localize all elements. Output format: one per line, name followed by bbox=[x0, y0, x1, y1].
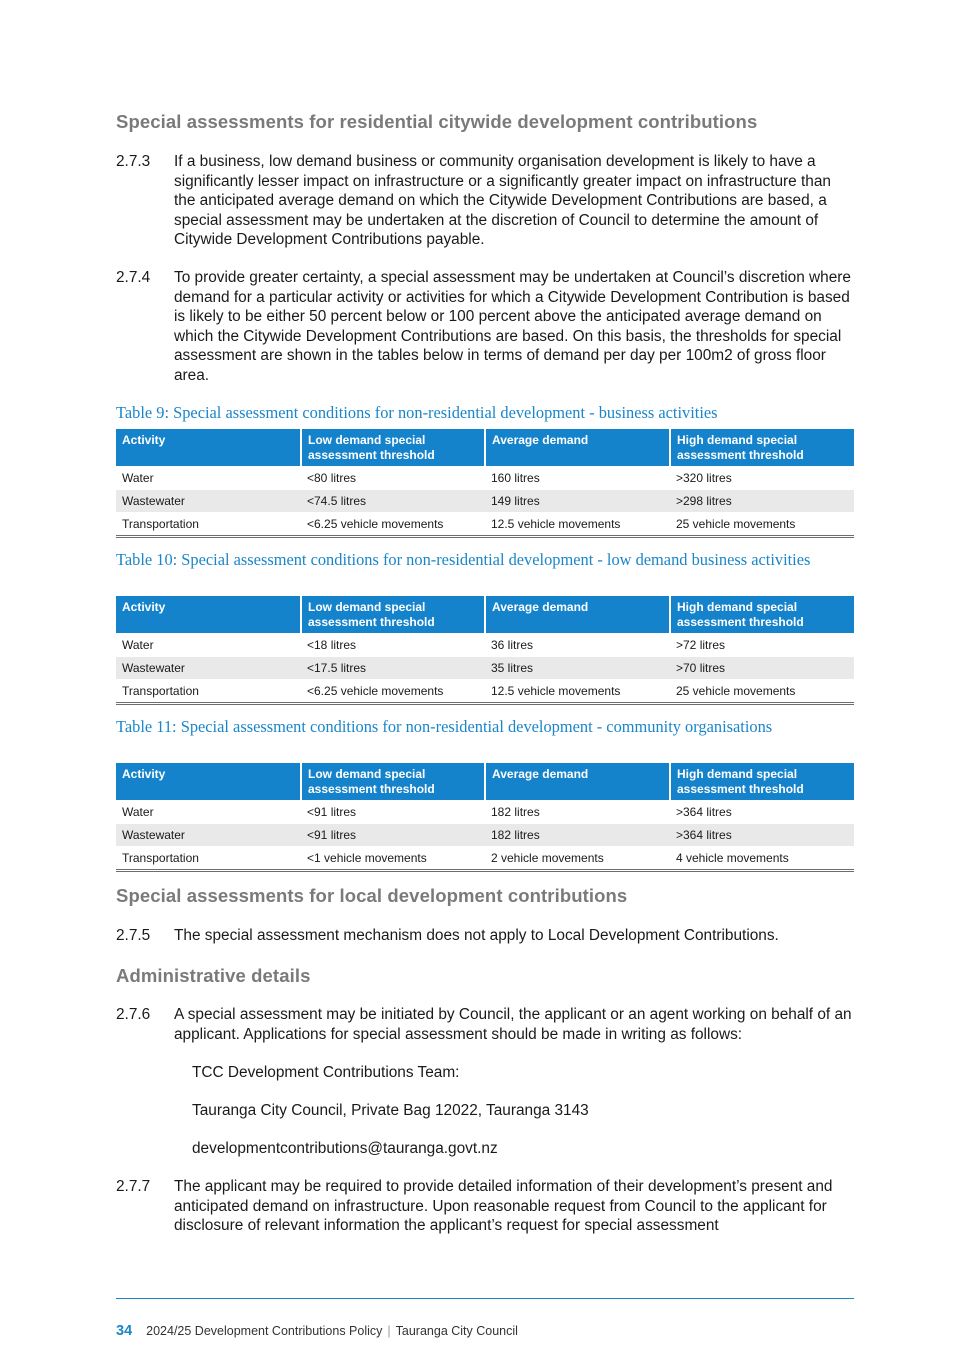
paragraph-number: 2.7.6 bbox=[116, 1006, 151, 1023]
table-11 bbox=[116, 763, 854, 872]
cell-activity: Transportation bbox=[116, 847, 301, 871]
cell-high: 25 vehicle movements bbox=[670, 513, 854, 537]
header-high-line-2: assessment threshold bbox=[677, 782, 804, 796]
table-row bbox=[116, 801, 854, 824]
footer-divider bbox=[116, 1298, 854, 1299]
header-activity: Activity bbox=[116, 596, 301, 634]
paragraph-number: 2.7.7 bbox=[116, 1178, 151, 1195]
paragraph-text: To provide greater certainty, a special assessment may be undertaken at Council’s discretion where demand for a particular activity or activities for which a Citywide Development Contribution is based is likely to be either 50 percent below or 100 percent above the anticipated average demand on which the Citywide Development Contributions are based. On this basis, the thresholds for special assessment are shown in the tables below in terms of demand per day per 100m2 of gross floor area. bbox=[174, 269, 851, 384]
table-row bbox=[116, 467, 854, 490]
contact-email[interactable]: developmentcontributions@tauranga.govt.nz bbox=[192, 1140, 498, 1157]
cell-average: 12.5 vehicle movements bbox=[485, 680, 670, 704]
header-low-demand bbox=[301, 596, 485, 634]
cell-low: <1 vehicle movements bbox=[301, 847, 485, 871]
table-row bbox=[116, 490, 854, 513]
table-row bbox=[116, 657, 854, 680]
paragraph-2-7-6 bbox=[116, 1005, 856, 1044]
header-activity: Activity bbox=[116, 763, 301, 801]
table-row bbox=[116, 847, 854, 871]
paragraph-2-7-7 bbox=[116, 1177, 856, 1236]
cell-average: 12.5 vehicle movements bbox=[485, 513, 670, 537]
cell-activity: Wastewater bbox=[116, 490, 301, 513]
cell-low: <6.25 vehicle movements bbox=[301, 680, 485, 704]
cell-low: <91 litres bbox=[301, 801, 485, 824]
table-header-row bbox=[116, 596, 854, 634]
section-heading-admin: Administrative details bbox=[116, 965, 311, 986]
header-high-line-1: High demand special bbox=[677, 433, 798, 447]
section-heading-local: Special assessments for local development contributions bbox=[116, 885, 628, 906]
header-low-line-1: Low demand special bbox=[308, 767, 426, 781]
cell-average: 160 litres bbox=[485, 467, 670, 490]
paragraph-2-7-4 bbox=[116, 268, 856, 386]
table-9-caption: Table 9: Special assessment conditions for non-residential development - business activities bbox=[116, 403, 718, 422]
header-low-demand bbox=[301, 429, 485, 467]
table-header-row bbox=[116, 429, 854, 467]
cell-average: 35 litres bbox=[485, 657, 670, 680]
header-average-demand: Average demand bbox=[485, 763, 670, 801]
section-heading-residential: Special assessments for residential citywide development contributions bbox=[116, 111, 758, 132]
header-low-line-2: assessment threshold bbox=[308, 448, 435, 462]
cell-high: >364 litres bbox=[670, 801, 854, 824]
paragraph-number: 2.7.4 bbox=[116, 269, 151, 286]
header-high-line-1: High demand special bbox=[677, 600, 798, 614]
paragraph-text: A special assessment may be initiated by Council, the applicant or an agent working on behalf of an applicant. Applications for special assessment should be made in writing as follows: bbox=[174, 1006, 852, 1043]
table-row bbox=[116, 824, 854, 847]
cell-low: <80 litres bbox=[301, 467, 485, 490]
table-row bbox=[116, 680, 854, 704]
header-average-demand: Average demand bbox=[485, 429, 670, 467]
cell-high: >298 litres bbox=[670, 490, 854, 513]
cell-high: 4 vehicle movements bbox=[670, 847, 854, 871]
paragraph-text: If a business, low demand business or community organisation development is likely to have a significantly lesser impact on infrastructure or a significantly greater impact on infrastructure than the anticipated average demand on which the Citywide Development Contributions are based, a special assessment may be undertaken at the discretion of Council to determine the amount of Citywide Development Contributions payable. bbox=[174, 153, 831, 249]
table-row bbox=[116, 634, 854, 657]
footer-separator: | bbox=[387, 1324, 391, 1338]
table-row bbox=[116, 513, 854, 537]
header-low-demand bbox=[301, 763, 485, 801]
paragraph-2-7-5 bbox=[116, 926, 856, 946]
header-low-line-1: Low demand special bbox=[308, 600, 426, 614]
cell-average: 149 litres bbox=[485, 490, 670, 513]
header-high-demand bbox=[670, 763, 854, 801]
cell-activity: Water bbox=[116, 467, 301, 490]
table-11-caption: Table 11: Special assessment conditions for non-residential development - community organisations bbox=[116, 717, 773, 736]
cell-high: >72 litres bbox=[670, 634, 854, 657]
cell-low: <74.5 litres bbox=[301, 490, 485, 513]
footer-org: Tauranga City Council bbox=[395, 1324, 518, 1338]
header-high-line-1: High demand special bbox=[677, 767, 798, 781]
paragraph-number: 2.7.3 bbox=[116, 153, 151, 170]
contact-address: Tauranga City Council, Private Bag 12022, Tauranga 3143 bbox=[192, 1102, 589, 1119]
cell-high: >320 litres bbox=[670, 467, 854, 490]
header-high-line-2: assessment threshold bbox=[677, 448, 804, 462]
cell-low: <91 litres bbox=[301, 824, 485, 847]
header-average-demand: Average demand bbox=[485, 596, 670, 634]
cell-activity: Water bbox=[116, 634, 301, 657]
table-9 bbox=[116, 429, 854, 538]
paragraph-text: The applicant may be required to provide detailed information of their development’s present and anticipated demand on infrastructure. Upon reasonable request from Council to the applicant for disclosure of relevant information the applicant’s request for special assessment bbox=[174, 1178, 833, 1235]
header-high-line-2: assessment threshold bbox=[677, 615, 804, 629]
cell-low: <18 litres bbox=[301, 634, 485, 657]
header-low-line-2: assessment threshold bbox=[308, 615, 435, 629]
cell-low: <17.5 litres bbox=[301, 657, 485, 680]
cell-average: 182 litres bbox=[485, 824, 670, 847]
contact-team: TCC Development Contributions Team: bbox=[192, 1064, 460, 1081]
page-footer bbox=[116, 1323, 518, 1339]
paragraph-2-7-3 bbox=[116, 152, 856, 250]
header-activity: Activity bbox=[116, 429, 301, 467]
footer-doc-title: 2024/25 Development Contributions Policy bbox=[146, 1324, 383, 1338]
header-low-line-1: Low demand special bbox=[308, 433, 426, 447]
page-number: 34 bbox=[116, 1323, 133, 1339]
table-header-row bbox=[116, 763, 854, 801]
header-high-demand bbox=[670, 596, 854, 634]
cell-activity: Wastewater bbox=[116, 657, 301, 680]
cell-activity: Water bbox=[116, 801, 301, 824]
cell-high: >70 litres bbox=[670, 657, 854, 680]
cell-high: >364 litres bbox=[670, 824, 854, 847]
table-10 bbox=[116, 596, 854, 705]
cell-activity: Transportation bbox=[116, 680, 301, 704]
paragraph-text: The special assessment mechanism does not apply to Local Development Contributions. bbox=[174, 927, 779, 944]
paragraph-number: 2.7.5 bbox=[116, 927, 151, 944]
header-high-demand bbox=[670, 429, 854, 467]
cell-average: 2 vehicle movements bbox=[485, 847, 670, 871]
cell-average: 36 litres bbox=[485, 634, 670, 657]
header-low-line-2: assessment threshold bbox=[308, 782, 435, 796]
cell-high: 25 vehicle movements bbox=[670, 680, 854, 704]
cell-low: <6.25 vehicle movements bbox=[301, 513, 485, 537]
cell-activity: Transportation bbox=[116, 513, 301, 537]
table-10-caption: Table 10: Special assessment conditions for non-residential development - low demand business activities bbox=[116, 550, 811, 569]
cell-average: 182 litres bbox=[485, 801, 670, 824]
cell-activity: Wastewater bbox=[116, 824, 301, 847]
